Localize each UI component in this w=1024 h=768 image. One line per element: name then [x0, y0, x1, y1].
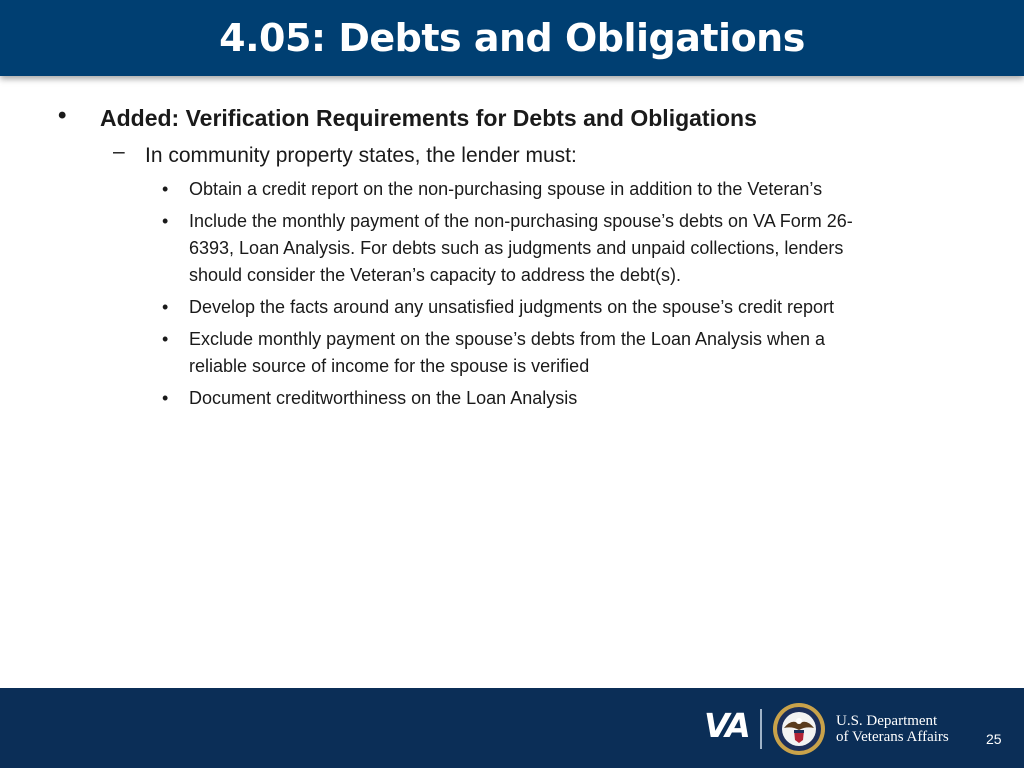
department-line: U.S. Department [836, 713, 938, 729]
level3-item [189, 385, 959, 412]
va-logo: VA [704, 706, 749, 745]
level3-item [189, 326, 959, 380]
level3-item [189, 176, 959, 203]
item-line: should consider the Veteran’s capacity to address the debt(s). [189, 265, 681, 285]
title-bar [0, 0, 1024, 76]
bullet-icon: • [162, 179, 169, 199]
level3-item [189, 294, 959, 321]
dash-icon: – [113, 140, 125, 163]
level3-item [189, 208, 959, 289]
bullet-icon: • [58, 102, 67, 129]
footer-divider [760, 709, 762, 749]
item-line: Obtain a credit report on the non-purchasing spouse in addition to the Veteran’s [189, 179, 823, 199]
department-line: of Veterans Affairs [836, 729, 949, 745]
level1-bullet-text: Added: Verification Requirements for Debts and Obligations [100, 105, 757, 131]
department-name [836, 713, 949, 745]
item-line: Develop the facts around any unsatisfied judgments on the spouse’s credit report [189, 297, 835, 317]
page-number: 25 [986, 731, 1002, 747]
level2-bullet-text: In community property states, the lender must: [145, 144, 577, 167]
bullet-icon: • [162, 329, 169, 349]
slide-title: 4.05: Debts and Obligations [219, 16, 805, 60]
item-line: Exclude monthly payment on the spouse’s debts from the Loan Analysis when a [189, 329, 826, 349]
item-line: 6393, Loan Analysis. For debts such as judgments and unpaid collections, lenders [189, 238, 844, 258]
bullet-icon: • [162, 211, 169, 231]
item-line: Document creditworthiness on the Loan Analysis [189, 388, 578, 408]
item-line: Include the monthly payment of the non-purchasing spouse’s debts on VA Form 26- [189, 211, 853, 231]
bullet-icon: • [162, 297, 169, 317]
bullet-icon: • [162, 388, 169, 408]
va-seal-icon [772, 702, 826, 756]
item-line: reliable source of income for the spouse is verified [189, 356, 590, 376]
